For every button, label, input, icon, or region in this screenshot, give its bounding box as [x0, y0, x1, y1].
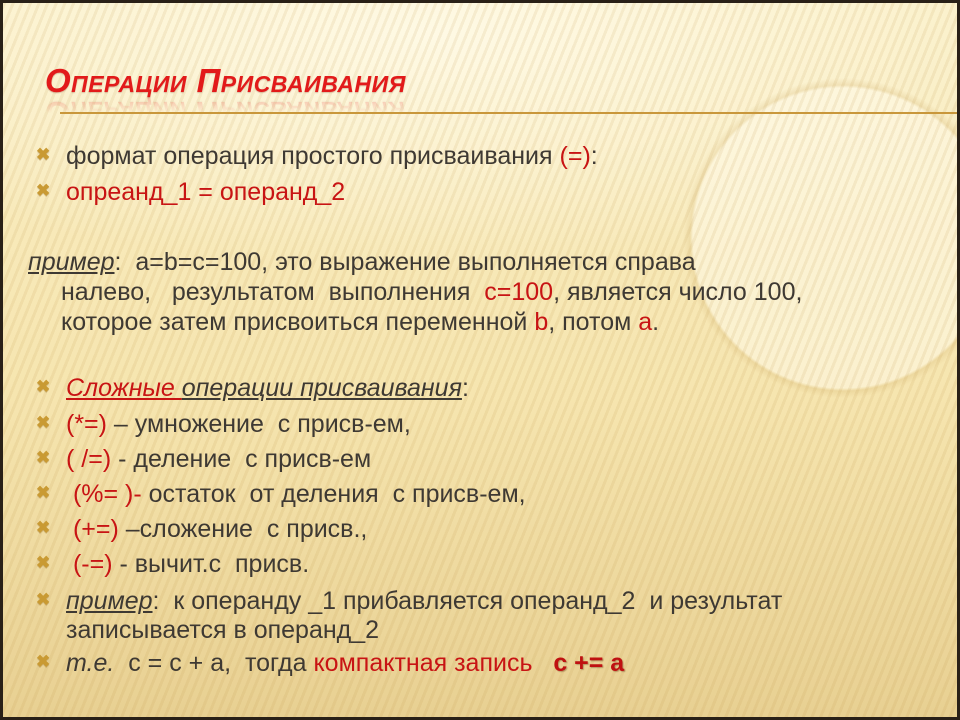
- line-example1-b: [3, 277, 951, 307]
- text-segment: пример: [28, 248, 115, 276]
- text-segment: – умножение с присв-ем,: [106, 410, 411, 438]
- text-segment: опреанд_1 = операнд_2: [66, 178, 346, 206]
- text-segment: .: [652, 308, 660, 336]
- bullet-x-icon: ✖: [36, 377, 51, 396]
- slide-content: [3, 3, 957, 717]
- bullet-x-icon: ✖: [36, 181, 51, 200]
- text-segment: :: [590, 142, 598, 170]
- line-text: [66, 615, 951, 645]
- line-op-multiply: [3, 409, 951, 439]
- line-operand-form: [3, 177, 951, 207]
- text-segment: : к операнду _1 прибавляется операнд_2 и результат: [152, 587, 783, 615]
- bullet-x-icon: ✖: [36, 413, 51, 432]
- line-op-divide: [3, 444, 951, 474]
- line-complex-header: [3, 373, 951, 403]
- text-segment: записывается в операнд_2: [66, 616, 380, 644]
- text-segment: (*=): [66, 410, 107, 438]
- line-text: [66, 514, 951, 544]
- line-example2-a: [3, 586, 951, 616]
- text-segment: b: [534, 308, 549, 336]
- line-text: [66, 648, 951, 678]
- text-segment: a: [638, 308, 653, 336]
- line-example1-a: [3, 247, 951, 277]
- bullet-x-icon: ✖: [36, 145, 51, 164]
- line-text: [66, 409, 951, 439]
- line-text: [66, 549, 951, 579]
- text-segment: пример: [66, 587, 153, 615]
- text-segment: которое затем присвоиться переменной: [61, 308, 535, 336]
- bullet-x-icon: ✖: [36, 518, 51, 537]
- line-example1-c: [3, 307, 951, 337]
- line-text: [66, 177, 951, 207]
- line-op-subtract: [3, 549, 951, 579]
- line-op-add: [3, 514, 951, 544]
- line-op-modulo: [3, 479, 951, 509]
- line-format: [3, 141, 951, 171]
- text-segment: (+=): [66, 515, 119, 543]
- text-segment: Сложные: [66, 374, 182, 402]
- slide-title: Операции Присваивания: [45, 62, 406, 99]
- line-text: [61, 307, 951, 337]
- text-segment: операции присваивания: [181, 374, 462, 402]
- text-segment: : a=b=c=100, это выражение выполняется справа: [114, 248, 696, 276]
- line-text: [66, 444, 951, 474]
- text-segment: - вычит.с присв.: [112, 550, 310, 578]
- text-segment: c += a: [553, 649, 625, 677]
- text-segment: (%= )-: [66, 480, 142, 508]
- text-segment: –сложение с присв.,: [118, 515, 368, 543]
- bullet-x-icon: ✖: [36, 448, 51, 467]
- text-segment: c = c + a, тогда: [114, 649, 314, 677]
- line-text: [66, 586, 951, 616]
- text-segment: компактная запись: [313, 649, 554, 677]
- line-text: [66, 479, 951, 509]
- line-text: [61, 277, 951, 307]
- text-segment: , потом: [548, 308, 639, 336]
- text-segment: - деление с присв-ем: [111, 445, 372, 473]
- line-text: [66, 373, 951, 403]
- text-segment: налево, результатом выполнения: [61, 278, 485, 306]
- line-example2-b: [3, 615, 951, 645]
- text-segment: , является число 100,: [553, 278, 803, 306]
- text-segment: т.е.: [66, 649, 115, 677]
- text-segment: остаток от деления с присв-ем,: [141, 480, 526, 508]
- text-segment: ( /=): [66, 445, 112, 473]
- text-segment: (-=): [66, 550, 113, 578]
- line-text: [28, 247, 951, 277]
- text-segment: c=100: [484, 278, 554, 306]
- bullet-x-icon: ✖: [36, 590, 51, 609]
- bullet-x-icon: ✖: [36, 483, 51, 502]
- text-segment: формат операция простого присваивания: [66, 142, 560, 170]
- bullet-x-icon: ✖: [36, 553, 51, 572]
- line-compact: [3, 648, 951, 678]
- line-text: [66, 141, 951, 171]
- bullet-x-icon: ✖: [36, 652, 51, 671]
- text-segment: :: [461, 374, 469, 402]
- text-segment: (=): [559, 142, 591, 170]
